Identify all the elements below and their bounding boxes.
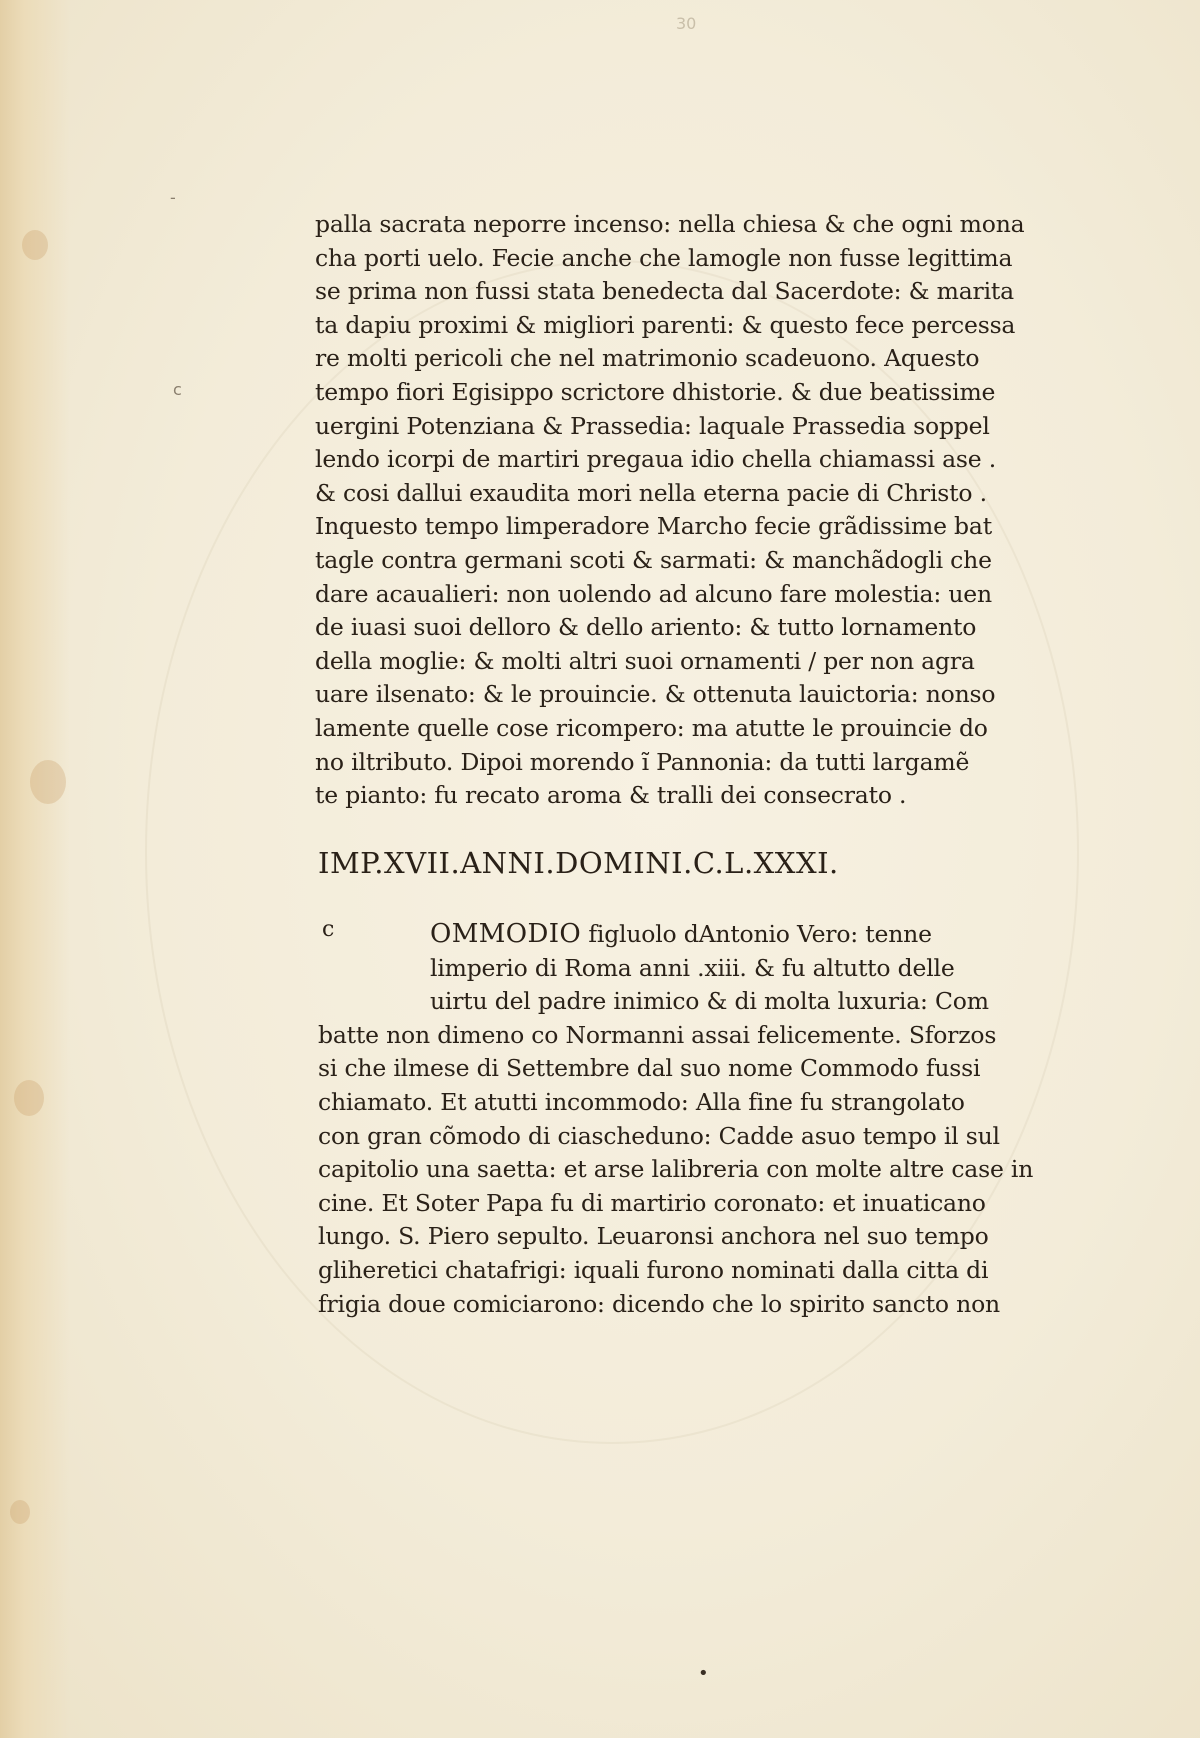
text-line: re molti pericoli che nel matrimonio scadeuono. Aquesto — [315, 344, 980, 373]
top-page-mark: 30 — [676, 14, 697, 33]
text-line: lungo. S. Piero sepulto. Leuaronsi anchora nel suo tempo — [318, 1222, 989, 1251]
text-line: dare acaualieri: non uolendo ad alcuno fare molestia: uen — [315, 579, 992, 608]
line-rest: figluolo dAntonio Vero: tenne — [581, 920, 932, 948]
text-line: lamente quelle cose ricompero: ma atutte le prouincie do — [315, 713, 988, 742]
text-line: chiamato. Et atutti incommodo: Alla fine fu strangolato — [318, 1087, 965, 1116]
text-line: uergini Potenziana & Prassedia: laquale Prassedia soppel — [315, 411, 990, 440]
text-line: con gran cõmodo di ciascheduno: Cadde asuo tempo il sul — [318, 1121, 1000, 1150]
text-line: ta dapiu proximi & migliori parenti: & questo fece percessa — [315, 310, 1016, 339]
text-line: uare ilsenato: & le prouincie. & ottenuta lauictoria: nonso — [315, 680, 996, 709]
margin-mark: - — [170, 188, 176, 207]
text-line: batte non dimeno co Normanni assai felicemente. Sforzos — [318, 1020, 997, 1049]
margin-mark: c — [173, 380, 182, 399]
foxing-spot — [14, 1080, 44, 1116]
text-line: te pianto: fu recato aroma & tralli dei consecrato . — [315, 781, 907, 810]
text-line: de iuasi suoi delloro & dello ariento: & tutto lornamento — [315, 613, 977, 642]
text-line: se prima non fussi stata benedecta dal Sacerdote: & marita — [315, 277, 1014, 306]
text-line: frigia doue comiciarono: dicendo che lo spirito sancto non — [318, 1289, 1000, 1318]
text-line: limperio di Roma anni .xiii. & fu altutto delle — [430, 953, 955, 982]
text-line: palla sacrata neporre incenso: nella chiesa & che ogni mona — [315, 210, 1025, 238]
text-line: tagle contra germani scoti & sarmati: & manchãdogli che — [315, 545, 992, 574]
text-line: tempo fiori Egisippo scrictore dhistorie. & due beatissime — [315, 377, 996, 406]
text-line: uirtu del padre inimico & di molta luxuria: Com — [430, 987, 989, 1016]
text-line: lendo icorpi de martiri pregaua idio chella chiamassi ase . — [315, 445, 997, 474]
body-text — [315, 208, 1025, 813]
initial-guide-letter: c — [322, 917, 335, 942]
lead-word: OMMODIO — [430, 919, 582, 949]
text-line: gliheretici chatafrigi: iquali furono nominati dalla citta di — [318, 1255, 989, 1284]
text-line: no iltributo. Dipoi morendo ĩ Pannonia: da tutti largamẽ — [315, 747, 970, 776]
foxing-spot — [22, 230, 48, 260]
foxing-spot — [30, 760, 66, 804]
page-edge-stain — [0, 0, 70, 1738]
text-line: cine. Et Soter Papa fu di martirio coronato: et inuaticano — [318, 1188, 986, 1217]
text-line: Inquesto tempo limperadore Marcho fecie grãdissime bat — [315, 512, 992, 541]
text-line — [318, 918, 1008, 952]
text-line: & cosi dallui exaudita mori nella eterna pacie di Christo . — [315, 478, 987, 507]
chapter-heading: IMP.XVII.ANNI.DOMINI.C.L.XXXI. — [318, 846, 839, 880]
chapter-text — [318, 918, 1034, 1321]
text-line: della moglie: & molti altri suoi ornamenti / per non agra — [315, 646, 975, 675]
text-line: capitolio una saetta: et arse lalibreria con molte altre case in — [318, 1155, 1034, 1184]
text-line: cha porti uelo. Fecie anche che lamogle non fusse legittima — [315, 243, 1013, 272]
page-bottom-mark: • — [698, 1663, 709, 1684]
text-line: si che ilmese di Settembre dal suo nome Commodo fussi — [318, 1054, 981, 1083]
foxing-spot — [10, 1500, 30, 1524]
